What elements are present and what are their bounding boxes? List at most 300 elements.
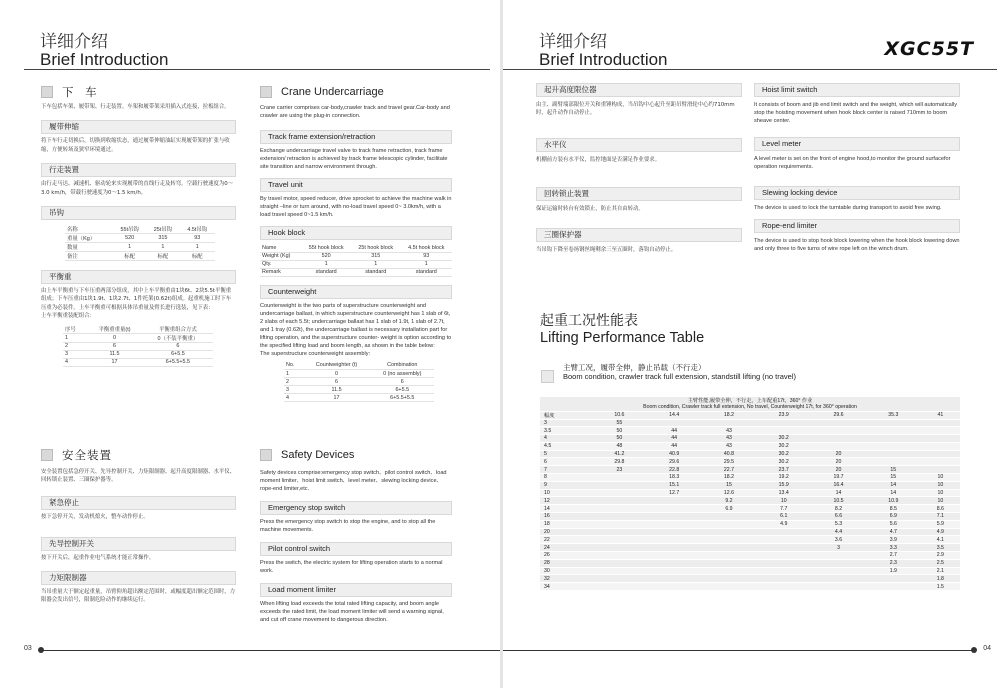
table-cell: 30.2 [756, 450, 811, 458]
table-cell [811, 552, 866, 560]
track-bar-cn: 履带伸缩 [41, 120, 236, 134]
table-cell: 0 (no assembly) [383, 370, 422, 377]
performance-table-header [540, 411, 960, 419]
track-text-cn: 将下车行走切换后，切换到收缩状态，通过履带伸缩油缸实现履带架的扩张与收缩，方便转场及狭窄环境通过。 [41, 138, 230, 153]
page-footer [24, 645, 500, 655]
table-cell [866, 583, 921, 591]
table-cell: 28 [540, 559, 592, 567]
table-cell [756, 559, 811, 567]
table-cell: 20 [540, 528, 592, 536]
table-row [65, 252, 215, 261]
table-cell: 4.5 [540, 442, 592, 450]
table-cell: 1.5 [921, 583, 960, 591]
table-cell: 2.9 [921, 552, 960, 560]
rope-text-en: The device is used to stop hook block lowering when the hook block lowering down and only three to five turns of wire rope left on the winch drum. [754, 238, 960, 252]
table-cell [647, 513, 702, 521]
table-cell: 8.2 [811, 505, 866, 513]
table-cell [647, 559, 702, 567]
section-safety-cn: 安全装置 [41, 446, 236, 463]
table-cell [866, 450, 921, 458]
estop-text-en: Press the emergency stop switch to stop the engine, and to stop all the machine movements. [260, 519, 436, 533]
table-cell [592, 567, 647, 575]
estop-bar-en: Emergency stop switch [260, 501, 452, 515]
table-cell: 29.8 [592, 458, 647, 466]
table-row [540, 520, 960, 528]
table-cell [921, 442, 960, 450]
table-cell: 11.5 [109, 351, 120, 358]
table-cell: 12.7 [647, 489, 702, 497]
table-header-cell: 29.6 [811, 411, 866, 419]
table-row [284, 378, 434, 386]
section-marker-icon [41, 449, 53, 461]
table-cell: 30.2 [756, 435, 811, 443]
table-cell: 1 [195, 244, 199, 251]
table-cell: 3.6 [811, 536, 866, 544]
table-cell [592, 552, 647, 560]
table-cell: 0（不装平衡重） [157, 335, 199, 342]
table-cell: 55 [592, 419, 647, 427]
safety-text-en: Safety devices comprise:emergency stop switch、pilot control switch、load moment limiter、hoist limit switch、level meter、slewing locking device、rope-end limiter,etc. [260, 470, 447, 492]
cn-column [536, 83, 742, 254]
right-page [503, 0, 1007, 688]
hoist-bar-en: Hoist limit switch [754, 83, 960, 97]
table-cell: 19.7 [811, 474, 866, 482]
table-cell: 14 [540, 505, 592, 513]
estop-bar-cn: 紧急停止 [41, 496, 236, 510]
table-cell: 40.8 [702, 450, 757, 458]
footer-dot-icon [971, 647, 977, 653]
level-text-cn: 机棚前方装有水平仪，监控地面是否满足作业要求。 [536, 156, 660, 163]
table-cell: 3 [286, 386, 289, 393]
table-row [540, 552, 960, 560]
lml-bar-en: Load moment limiter [260, 583, 452, 597]
table-header-cell: 序号 [65, 326, 76, 333]
table-row [284, 386, 434, 394]
table-cell [811, 442, 866, 450]
table-row [540, 474, 960, 482]
table-cell: 15 [866, 466, 921, 474]
table-cell [647, 536, 702, 544]
cn-column [41, 83, 236, 367]
table-cell [647, 528, 702, 536]
table-cell [866, 427, 921, 435]
performance-title-en: Lifting Performance Table [540, 330, 705, 346]
table-row [540, 513, 960, 521]
en-column [754, 83, 960, 253]
table-cell: 18.3 [647, 474, 702, 482]
table-cell [702, 513, 757, 521]
page-number: 03 [24, 645, 32, 652]
table-cell: 重量（Kg） [67, 236, 96, 243]
table-cell: 12.6 [702, 489, 757, 497]
table-cell [756, 552, 811, 560]
table-caption-cn: 主臂性能,履带全伸，不行走，上车配重17t，360° 作业 [687, 397, 813, 404]
header-title-en: Brief Introduction [539, 50, 668, 69]
table-cell: 1 [286, 370, 289, 377]
table-cell: 2.7 [866, 552, 921, 560]
table-row [540, 544, 960, 552]
table-cell: 1 [161, 244, 165, 251]
table-cell: 3.9 [866, 536, 921, 544]
page-header [40, 33, 169, 69]
table-cell: Qty. [262, 261, 272, 267]
table-header-cell: 55t吊钩 [120, 227, 139, 234]
level-bar-en: Level meter [754, 137, 960, 151]
table-cell: 6 [113, 343, 116, 350]
table-row [540, 450, 960, 458]
table-caption-en: Boom condition, Crawler track full extension, No travel, Counterweight 17t, for 360° operation [643, 403, 857, 410]
section-safety-en: Safety Devices [260, 446, 452, 463]
hoist-text-cn: 由主、副臂端部限位开关和重锤构成，当吊钩中心起升至距吊臂滑轮中心约710mm时，起升动作自动停止。 [536, 102, 735, 117]
table-row [260, 268, 452, 276]
table-cell: 17 [111, 359, 118, 366]
table-cell [592, 513, 647, 521]
table-header-cell: 23.9 [756, 411, 811, 419]
table-cell [756, 544, 811, 552]
table-cell: 93 [194, 235, 201, 242]
table-cell: 0 [113, 334, 116, 341]
header-rule [503, 69, 997, 70]
table-cell: 7.7 [756, 505, 811, 513]
table-row [540, 528, 960, 536]
table-cell [811, 567, 866, 575]
table-cell: 1 [374, 261, 378, 267]
table-cell: 1.8 [921, 575, 960, 583]
table-cell [702, 528, 757, 536]
table-cell: 3.3 [866, 544, 921, 552]
table-row [540, 481, 960, 489]
table-cell: 14 [866, 489, 921, 497]
counterweight-table-cn [63, 325, 213, 367]
table-header-cell: 25t hook block [358, 244, 394, 251]
table-cell: 26 [540, 552, 592, 560]
table-cell: 10.5 [811, 497, 866, 505]
table-cell: 50 [592, 435, 647, 443]
table-row [540, 442, 960, 450]
table-cell [647, 497, 702, 505]
table-cell [811, 575, 866, 583]
counterweight-text2-en: The superstructure counterweight assembly: [260, 350, 371, 357]
table-cell [592, 474, 647, 482]
table-cell: 6 [176, 343, 180, 350]
table-cell: 15 [866, 474, 921, 482]
table-cell [702, 575, 757, 583]
slew-bar-cn: 回转锁止装置 [536, 187, 742, 201]
table-cell [592, 528, 647, 536]
table-header-cell: 41 [921, 411, 960, 419]
table-cell: 22.8 [647, 466, 702, 474]
table-cell: 标配 [157, 254, 169, 261]
table-row [540, 559, 960, 567]
table-cell: 43 [702, 442, 757, 450]
section-undercarriage-en: Crane Undercarriage [260, 83, 452, 100]
table-cell: 2.3 [866, 559, 921, 567]
table-header-cell: 平衡重重量(t) [98, 326, 131, 333]
table-cell [866, 419, 921, 427]
table-cell [592, 489, 647, 497]
page-header [539, 33, 668, 69]
table-cell: 315 [371, 253, 381, 259]
performance-table-body [540, 419, 960, 591]
table-cell: 20 [811, 466, 866, 474]
table-cell: 20 [811, 458, 866, 466]
table-header-cell: 55t hook block [308, 244, 344, 251]
table-cell: standard [365, 269, 387, 275]
travel-bar-cn: 行走装置 [41, 163, 236, 177]
counterweight-table-en [284, 362, 434, 403]
table-header-cell: No. [286, 362, 295, 369]
table-header-cell: 4.5t hook block [408, 244, 445, 251]
table-cell: 22.7 [702, 466, 757, 474]
table-cell: 2.1 [921, 567, 960, 575]
table-cell [756, 536, 811, 544]
table-cell [702, 520, 757, 528]
table-cell: 6.9 [866, 513, 921, 521]
section-marker-icon [260, 86, 272, 98]
table-cell: 10 [921, 489, 960, 497]
table-cell [811, 583, 866, 591]
table-cell: 29.6 [647, 458, 702, 466]
table-cell: 315 [158, 235, 168, 242]
table-cell [921, 435, 960, 443]
table-cell: 4.7 [866, 528, 921, 536]
table-cell: 12 [540, 497, 592, 505]
hook-bar-en: Hook block [260, 226, 452, 240]
table-cell: 1.9 [866, 567, 921, 575]
table-cell: 6+5.5 [395, 386, 410, 393]
table-row [284, 370, 434, 378]
table-cell: 24 [540, 544, 592, 552]
table-cell [921, 450, 960, 458]
table-cell: 16 [540, 513, 592, 521]
table-cell: 10 [756, 497, 811, 505]
table-cell: 2 [65, 343, 68, 350]
condition-text-en: Boom condition, crawler track full extension, standstill lifting (no travel) [563, 372, 797, 381]
table-cell: 30 [540, 567, 592, 575]
table-cell: 2 [286, 378, 289, 385]
table-row [65, 234, 215, 243]
travel-bar-en: Travel unit [260, 178, 452, 192]
table-row [540, 567, 960, 575]
table-cell [647, 419, 702, 427]
table-cell: 4 [540, 435, 592, 443]
cn-safety-column [41, 446, 236, 604]
hook-bar-cn: 吊钩 [41, 206, 236, 220]
table-row [540, 505, 960, 513]
table-cell [866, 575, 921, 583]
table-cell: 19.2 [756, 474, 811, 482]
table-cell: 10 [921, 474, 960, 482]
table-cell: 6+5.5+5.5 [390, 394, 415, 401]
condition-text-cn: 主臂工况，履带全伸，静止吊载（不行走） [563, 363, 706, 372]
table-row [540, 583, 960, 591]
table-cell: 40.9 [647, 450, 702, 458]
table-cell: 6 [335, 378, 339, 385]
hoist-text-en: It consists of boom and jib end limit switch and the weight, which will automatically stop the hoisting movement when hook block center is raised 710mm to boom sheave center. [754, 102, 958, 124]
table-row [540, 497, 960, 505]
counterweight-text2-cn: 上车平衡重装配组合： [41, 313, 95, 320]
table-cell [647, 575, 702, 583]
table-cell [811, 419, 866, 427]
table-cell [592, 505, 647, 513]
table-cell: 16.4 [811, 481, 866, 489]
table-cell: 标配 [191, 254, 203, 261]
table-cell [811, 559, 866, 567]
table-row [540, 419, 960, 427]
table-cell: standard [415, 269, 437, 275]
table-cell: 20 [811, 450, 866, 458]
table-cell: 32 [540, 575, 592, 583]
table-cell: 6.6 [811, 513, 866, 521]
table-header-cell: 幅度 [540, 411, 592, 419]
section-undercarriage-cn: 下 车 [41, 83, 236, 100]
table-row [63, 350, 213, 358]
pilot-text-cn: 按下开关后，起重作业电气系统才能正常操作。 [41, 555, 155, 562]
table-cell [592, 583, 647, 591]
condition-marker-icon [541, 370, 554, 383]
table-cell: 4 [286, 394, 289, 401]
table-cell [592, 520, 647, 528]
table-cell: 10 [921, 497, 960, 505]
table-cell: 9.2 [702, 497, 757, 505]
table-cell [592, 497, 647, 505]
table-cell: 34 [540, 583, 592, 591]
table-cell [866, 435, 921, 443]
table-cell: 14 [866, 481, 921, 489]
table-cell: 13.4 [756, 489, 811, 497]
table-header-cell: Name [262, 244, 277, 251]
footer-rule [503, 650, 973, 651]
undercarriage-text-cn: 下车包括车架、履带架、行走装置。车架和履带架采用插入式连接，拉板组合。 [41, 104, 230, 110]
pilot-text-en: Press the switch, the electric system for lifting operation starts to a normal work. [260, 560, 443, 574]
table-cell [592, 481, 647, 489]
table-row [260, 260, 452, 268]
performance-table [540, 397, 960, 591]
table-cell: 1 [324, 261, 328, 267]
table-cell: 3 [811, 544, 866, 552]
performance-title-cn: 起重工况性能表 [540, 313, 638, 329]
table-cell: 41.2 [592, 450, 647, 458]
slew-text-cn: 保证运输时转台有效锁止，防止其自由转动。 [536, 206, 644, 213]
table-header-cell: Countweighter (t) [315, 362, 358, 369]
table-cell: 18.2 [702, 474, 757, 482]
hook-table-cn [65, 225, 215, 261]
table-cell: 11.5 [331, 386, 342, 393]
table-cell: 43 [702, 427, 757, 435]
table-cell [592, 559, 647, 567]
table-cell: 7.1 [921, 513, 960, 521]
table-cell [756, 575, 811, 583]
counterweight-text-en: Counterweight is the two parts of superstructure counterweight and undercarriage ballast, in which superstructure counterweight has 1 slab of 6t, 2 slabs of each 5.5t; undercarriage ballast has 1 slab of 1.9t, 1 slab of 2.7t, and 1 tray (0.62t), the undercarriage ballast is necessary installation part for lifting operation, and the superstructure counter- weight is option according to the specified lifting load and boom length, as shown in the table below: [260, 302, 452, 349]
page-number: 04 [983, 645, 991, 652]
hoist-bar-cn: 起升高度限位器 [536, 83, 742, 97]
table-row [540, 536, 960, 544]
table-cell: 6+5.5 [171, 351, 185, 358]
table-cell [592, 536, 647, 544]
table-cell: 23.7 [756, 466, 811, 474]
table-header-cell: 35.3 [866, 411, 921, 419]
table-cell: 17 [333, 394, 340, 401]
table-cell: 93 [423, 253, 430, 259]
table-cell [756, 528, 811, 536]
table-cell: 30.2 [756, 458, 811, 466]
table-cell: 8.6 [921, 505, 960, 513]
table-cell [647, 583, 702, 591]
counterweight-text-cn: 由上车平衡重与下车压重两部分组成，其中上车平衡重由1块6t、2块5.5t平衡重组成；下车压重由1块1.9t、1块2.7t、1件托架(0.62t)组成。起重机施工时下车压重为必装件。上车平衡重可根据具体吊重量及臂长进行选装，见下表： [41, 288, 232, 311]
table-cell: Weight (Kg) [262, 253, 291, 259]
table-cell: 1 [424, 261, 428, 267]
table-cell: 5 [540, 450, 592, 458]
rope-bar-cn: 三圈保护器 [536, 228, 742, 242]
table-cell: 9 [540, 481, 592, 489]
estop-text-cn: 按下急停开关，发动机熄火，整车动作停止。 [41, 513, 149, 520]
track-text-en: Exchange undercarriage travel valve to track frame retraction, track frame extension/ retraction is achieved by track frame telescopic cylinder, facilitate site transition and narrow environment through. [260, 148, 448, 170]
lml-text-cn: 当吊重量大于额定起重量，吊臂仰角超出额定范围时，或幅度超出额定范围时，力限器会发出信号，限制危险动作的继续运行。 [41, 588, 236, 604]
table-header-cell: 18.2 [702, 411, 757, 419]
table-cell: 3.5 [540, 427, 592, 435]
table-header-cell: 平衡重组合方式 [159, 326, 197, 333]
pilot-bar-cn: 先导控制开关 [41, 537, 236, 551]
table-cell: 3 [65, 351, 68, 358]
table-cell: 22 [540, 536, 592, 544]
hook-table-en [260, 244, 452, 277]
table-cell: 43 [702, 435, 757, 443]
table-cell: 520 [125, 235, 135, 242]
track-bar-en: Track frame extension/retraction [260, 130, 452, 144]
table-cell: 44 [647, 435, 702, 443]
table-row [540, 458, 960, 466]
table-cell: 6.1 [756, 513, 811, 521]
table-cell [921, 466, 960, 474]
en-column [260, 83, 452, 402]
en-safety-column [260, 446, 452, 624]
table-cell: 0 [335, 370, 339, 377]
table-cell: 4.9 [921, 528, 960, 536]
table-cell: 4 [65, 359, 68, 366]
table-cell: 15 [702, 481, 757, 489]
table-cell: 1 [128, 244, 132, 251]
section-marker-icon [41, 86, 53, 98]
table-header-cell: 10.6 [592, 411, 647, 419]
table-cell: 7 [540, 466, 592, 474]
table-cell [647, 520, 702, 528]
table-cell [702, 544, 757, 552]
header-title-en: Brief Introduction [40, 50, 169, 69]
table-cell: 标配 [124, 254, 135, 261]
header-title-cn: 详细介绍 [40, 32, 108, 52]
table-cell: 48 [592, 442, 647, 450]
table-cell [647, 567, 702, 575]
safety-text-cn: 安全装置包括急停开关、先导控制开关、力矩限制器、起升高度限制器、水平仪、回转锁止装置、三圈保护器等。 [41, 469, 236, 484]
table-cell: 5.6 [866, 520, 921, 528]
counterweight-bar-cn: 平衡重 [41, 270, 236, 284]
table-cell [647, 505, 702, 513]
table-cell: 3 [540, 419, 592, 427]
table-cell: 15.9 [756, 481, 811, 489]
table-row [540, 575, 960, 583]
table-cell [592, 575, 647, 583]
table-cell [811, 427, 866, 435]
table-cell [921, 458, 960, 466]
slew-text-en: The device is used to lock the turntable during transport to avoid free swing. [754, 205, 942, 211]
table-cell: Remark [262, 269, 281, 275]
table-cell: 5.3 [811, 520, 866, 528]
page-footer [503, 645, 997, 655]
pilot-bar-en: Pilot control switch [260, 542, 452, 556]
table-row [260, 252, 452, 260]
section-marker-icon [260, 449, 272, 461]
table-header-cell: Combination [387, 362, 418, 369]
